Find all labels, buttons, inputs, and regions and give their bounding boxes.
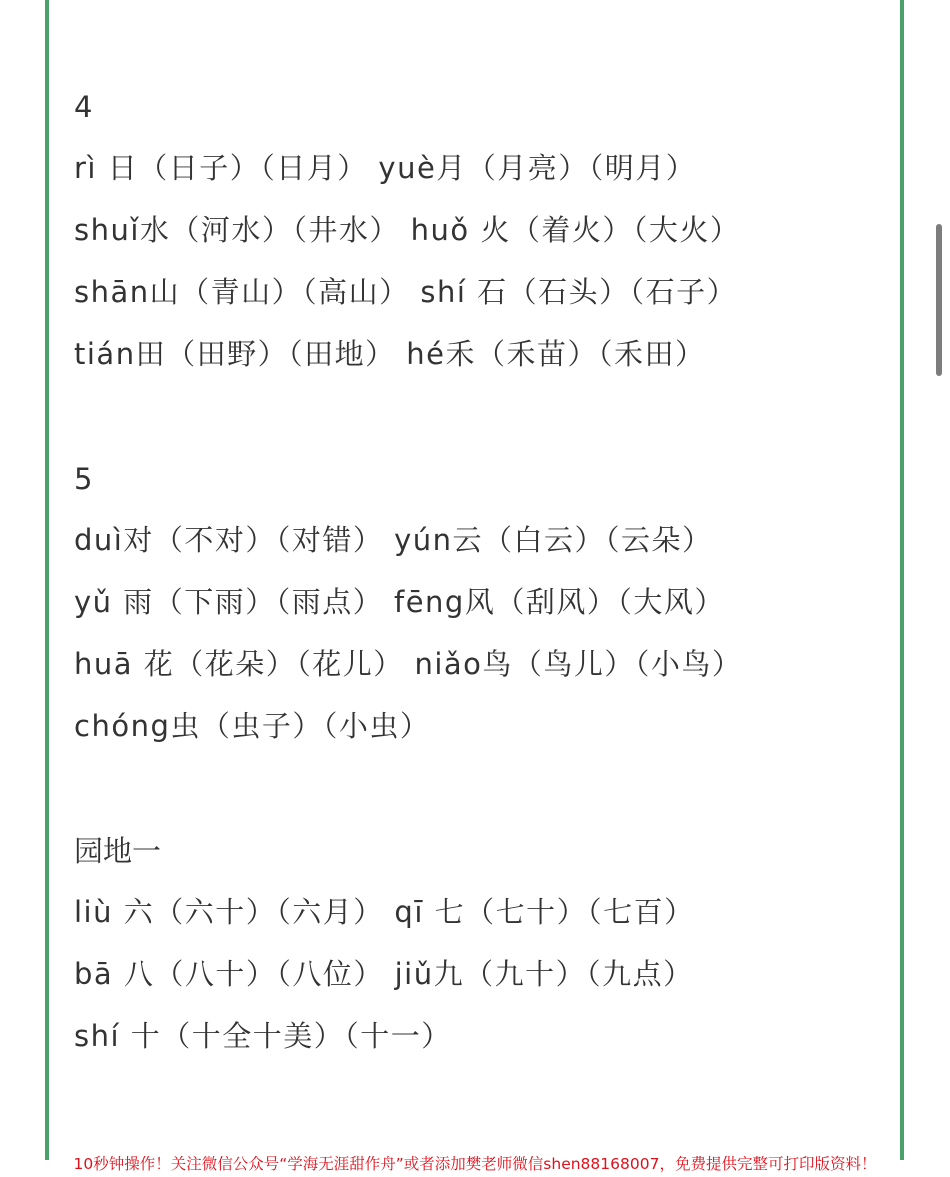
vocab-line: rì 日（日子）（日月） yuè月（月亮）（明月）: [74, 151, 697, 185]
vocab-line: duì对（不对）（对错） yún云（白云）（云朵）: [74, 523, 713, 557]
scrollbar-thumb[interactable]: [936, 224, 942, 376]
vocab-line: shuǐ水（河水）（井水） huǒ 火（着火）（大火）: [74, 213, 741, 247]
footer-notice: 10秒钟操作！关注微信公众号“学海无涯甜作舟”或者添加樊老师微信shen88168007，免费提供完整可打印版资料！: [73, 1155, 877, 1173]
vocab-line: shí 十（十全十美）（十一）: [74, 1019, 452, 1053]
vocab-line: liù 六（六十）（六月） qī 七（七十）（七百）: [74, 895, 695, 929]
right-border: [900, 0, 904, 1160]
left-border: [45, 0, 49, 1160]
section-heading: 4: [74, 90, 93, 124]
vocab-line: yǔ 雨（下雨）（雨点） fēng风（刮风）（大风）: [74, 585, 725, 619]
vocab-line: bā 八（八十）（八位） jiǔ九（九十）（九点）: [74, 957, 694, 991]
vocab-line: huā 花（花朵）（花儿） niǎo鸟（鸟儿）（小鸟）: [74, 647, 743, 681]
vocab-line: shān山（青山）（高山） shí 石（石头）（石子）: [74, 275, 738, 309]
vocab-line: chóng虫（虫子）（小虫）: [74, 709, 431, 743]
section-heading: 园地一: [74, 834, 162, 868]
section-heading: 5: [74, 462, 93, 496]
vocab-line: tián田（田野）（田地） hé禾（禾苗）（禾田）: [74, 337, 706, 371]
